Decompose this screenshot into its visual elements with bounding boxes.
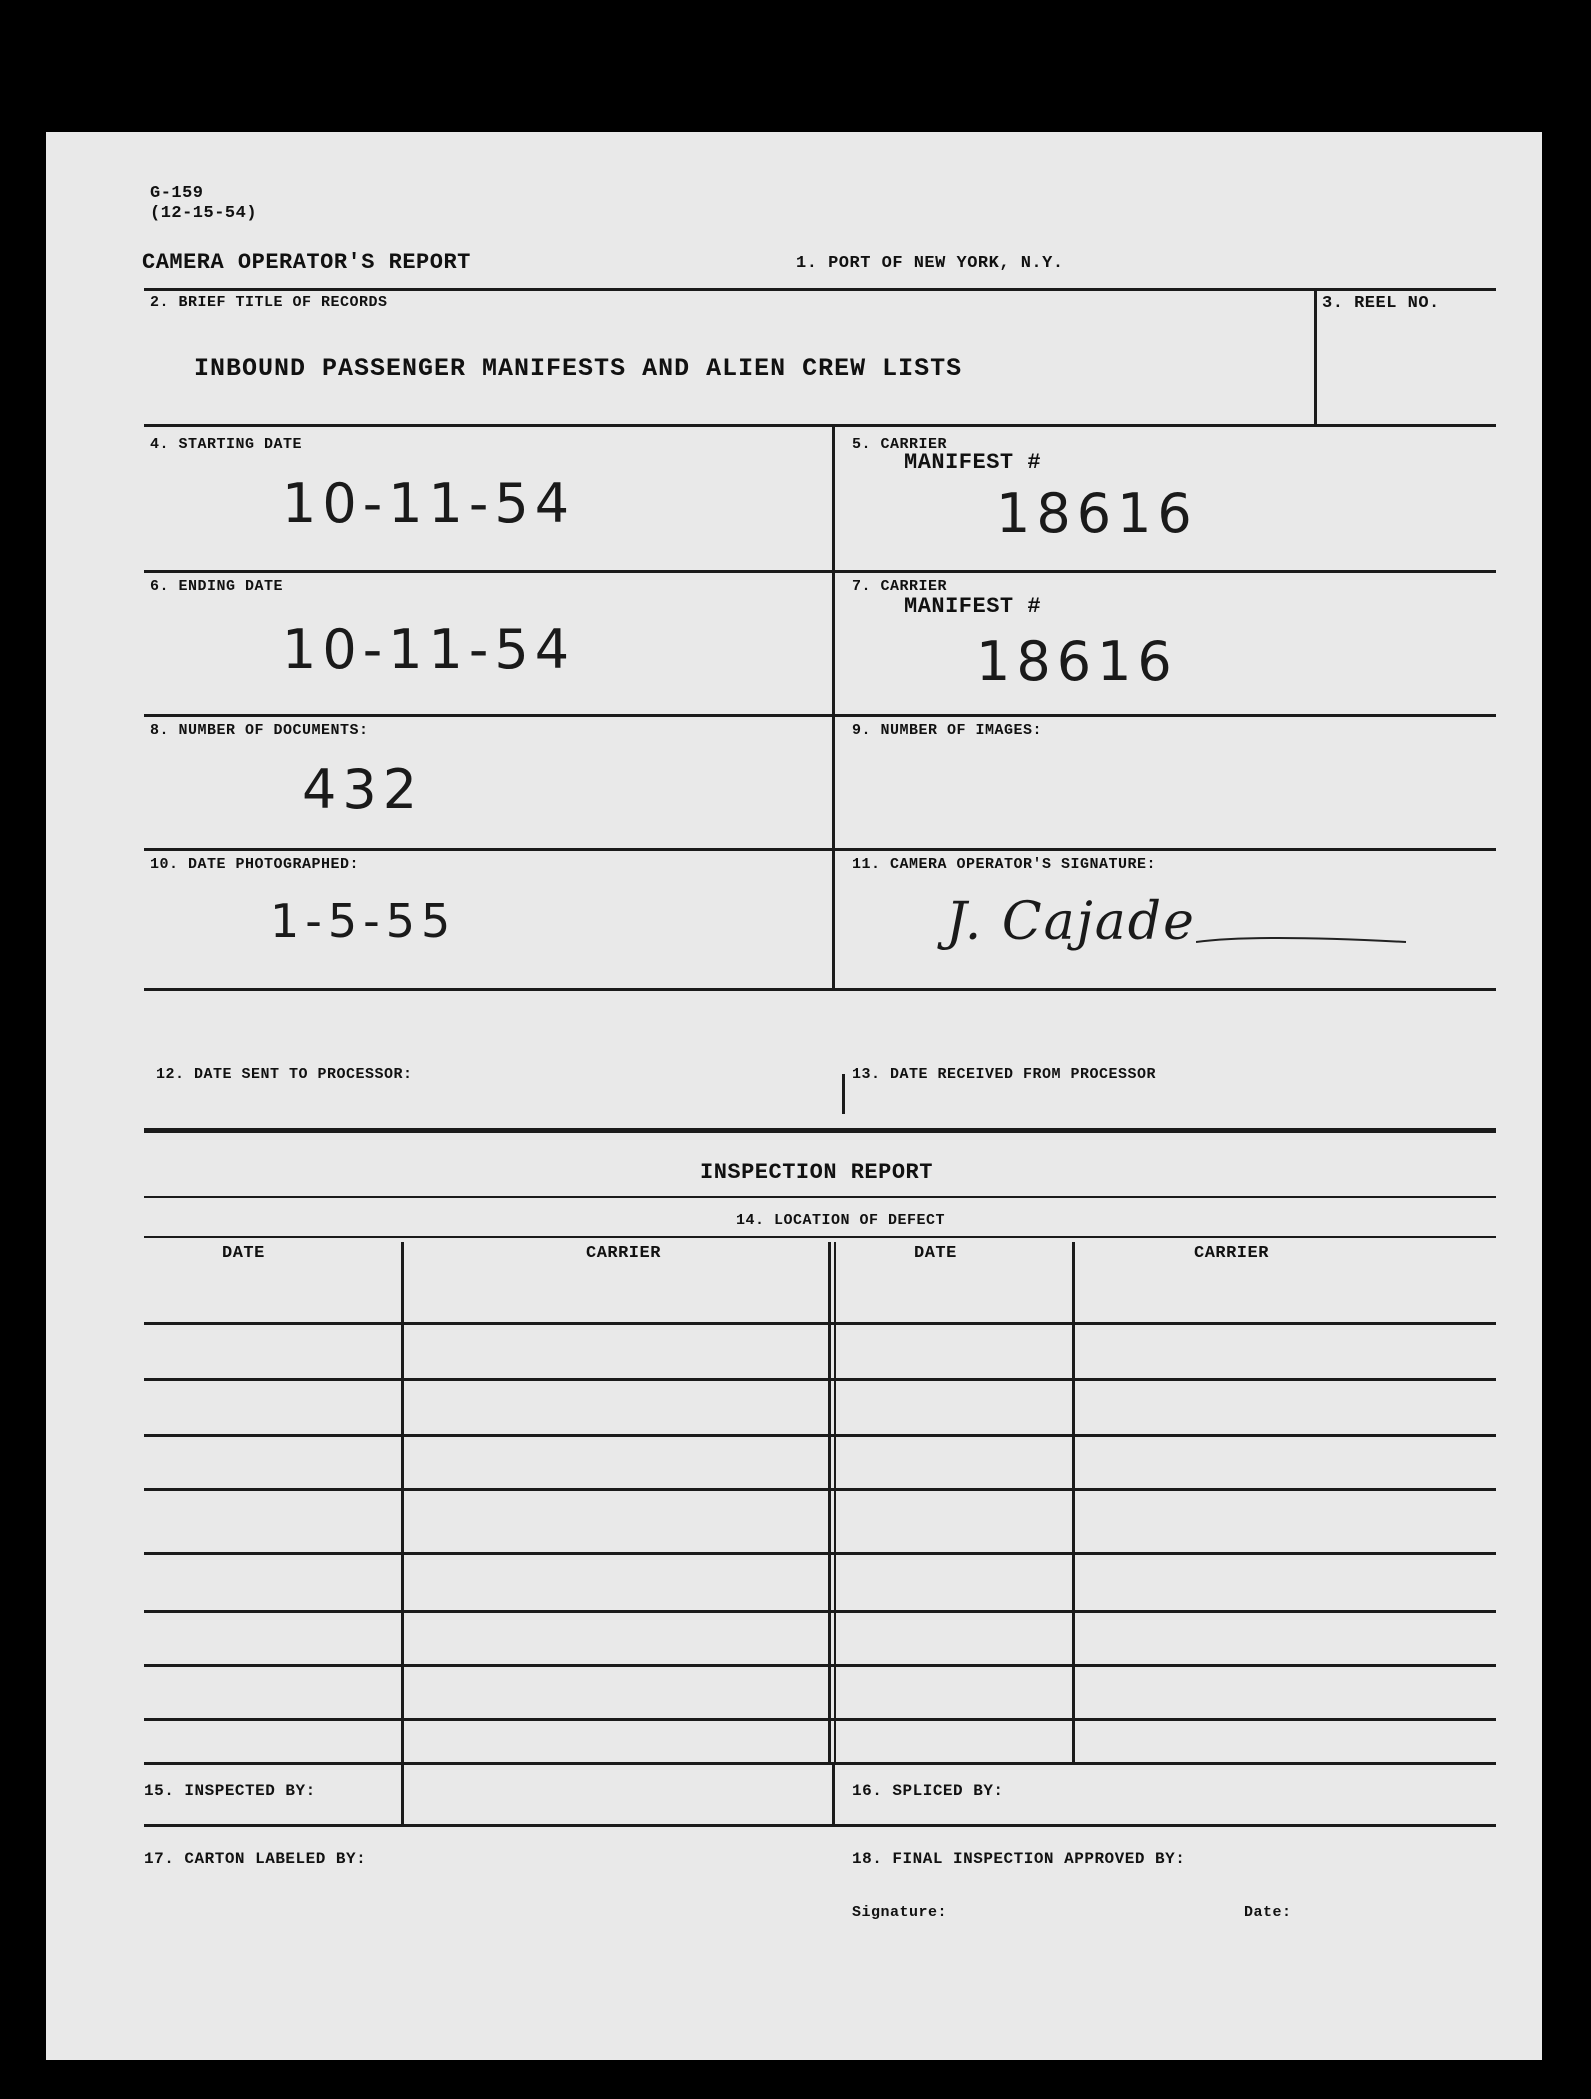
inspected-by-label: 15. INSPECTED BY: [144, 1782, 316, 1800]
date-label: Date: [1244, 1904, 1292, 1921]
carrier-start-label: 5. CARRIER [852, 436, 948, 453]
divider [401, 1762, 404, 1824]
carrier-end-value: 18616 [976, 630, 1178, 693]
date-sent-label: 12. DATE SENT TO PROCESSOR: [156, 1066, 413, 1083]
carton-labeled-label: 17. CARTON LABELED BY: [144, 1850, 367, 1868]
col-divider [834, 1242, 836, 1762]
table-row-rule [144, 1552, 1496, 1555]
signature-label: Signature: [852, 1904, 948, 1921]
rule-thick [144, 1128, 1496, 1133]
reel-label: 3. REEL NO. [1322, 294, 1440, 313]
form-revision: (12-15-54) [150, 204, 258, 223]
col-divider [828, 1242, 831, 1762]
divider [832, 1762, 835, 1824]
carrier-start-value: 18616 [996, 482, 1198, 545]
num-documents-label: 8. NUMBER OF DOCUMENTS: [150, 722, 369, 739]
num-documents-value: 432 [302, 758, 424, 821]
rule [144, 570, 1496, 573]
num-images-label: 9. NUMBER OF IMAGES: [852, 722, 1043, 739]
final-inspection-label: 18. FINAL INSPECTION APPROVED BY: [852, 1850, 1186, 1868]
rule [144, 1824, 1496, 1827]
rule [144, 424, 1496, 427]
signature-stroke [1196, 922, 1416, 992]
center-divider [832, 424, 835, 988]
form-title: CAMERA OPERATOR'S REPORT [142, 250, 471, 275]
carrier-end-label: 7. CARRIER [852, 578, 948, 595]
date-photographed-label: 10. DATE PHOTOGRAPHED: [150, 856, 360, 873]
col-header-carrier-2: CARRIER [1194, 1244, 1269, 1263]
rule [144, 988, 1496, 991]
starting-date-value: 10-11-54 [282, 472, 576, 535]
col-header-carrier-1: CARRIER [586, 1244, 661, 1263]
spliced-by-label: 16. SPLICED BY: [852, 1782, 1004, 1800]
carrier-start-manifest: MANIFEST # [904, 450, 1042, 475]
table-row-rule [144, 1488, 1496, 1491]
table-row-rule [144, 1378, 1496, 1381]
port-label: 1. PORT OF NEW YORK, N.Y. [796, 254, 1064, 273]
starting-date-label: 4. STARTING DATE [150, 436, 303, 453]
divider [1314, 288, 1317, 426]
divider [842, 1074, 845, 1114]
brief-title-label: 2. BRIEF TITLE OF RECORDS [150, 294, 388, 311]
col-header-date-1: DATE [222, 1244, 265, 1263]
col-header-date-2: DATE [914, 1244, 957, 1263]
rule [144, 714, 1496, 717]
operator-signature-value: J. Cajade [946, 892, 1196, 952]
carrier-end-manifest: MANIFEST # [904, 594, 1042, 619]
table-row-rule [144, 1322, 1496, 1325]
col-divider [401, 1242, 404, 1762]
table-row-rule [144, 1664, 1496, 1667]
form-page [46, 132, 1542, 2060]
rule [144, 1196, 1496, 1198]
rule [144, 288, 1496, 291]
location-label: 14. LOCATION OF DEFECT [736, 1212, 946, 1229]
ending-date-label: 6. ENDING DATE [150, 578, 284, 595]
table-row-rule [144, 1610, 1496, 1613]
rule [144, 848, 1496, 851]
date-photographed-value: 1-5-55 [270, 894, 457, 948]
table-row-rule [144, 1718, 1496, 1721]
table-row-rule [144, 1434, 1496, 1437]
form-number: G-159 [150, 184, 204, 203]
date-received-label: 13. DATE RECEIVED FROM PROCESSOR [852, 1066, 1157, 1083]
rule [144, 1762, 1496, 1765]
brief-title-value: INBOUND PASSENGER MANIFESTS AND ALIEN CREW LISTS [194, 354, 963, 383]
inspection-title: INSPECTION REPORT [700, 1160, 933, 1185]
col-divider [1072, 1242, 1075, 1762]
ending-date-value: 10-11-54 [282, 618, 576, 681]
operator-signature-label: 11. CAMERA OPERATOR'S SIGNATURE: [852, 856, 1157, 873]
rule [144, 1236, 1496, 1238]
